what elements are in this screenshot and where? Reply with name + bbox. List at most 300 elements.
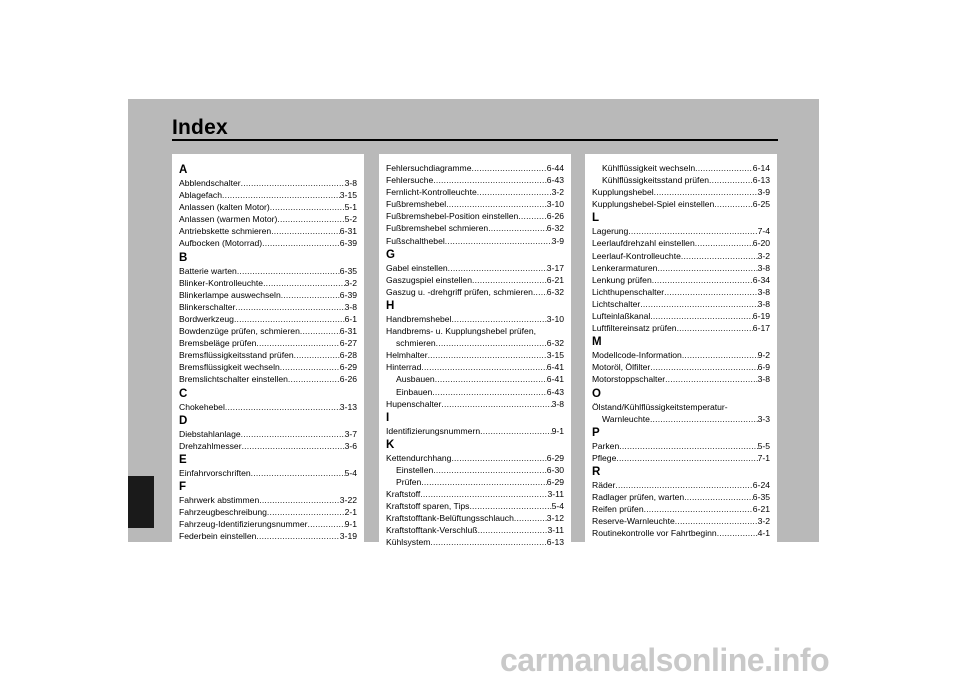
index-entry-page: 6-19	[752, 311, 770, 322]
index-entry	[179, 265, 357, 277]
index-entry-term: Hinterrad	[386, 362, 422, 373]
dot-leader	[472, 162, 547, 174]
index-entry-page: 6-26	[546, 211, 564, 222]
index-entry-page: 3-22	[339, 494, 357, 505]
index-entry-term: Bordwerkzeug	[179, 313, 234, 324]
index-entry	[179, 313, 357, 325]
index-entry-term: Bremsflüssigkeitsstand prüfen	[179, 350, 294, 361]
index-entry	[592, 262, 770, 274]
index-entry	[592, 174, 770, 186]
index-letter: G	[386, 248, 395, 261]
dot-leader	[446, 198, 547, 210]
index-entry	[386, 398, 564, 410]
index-entry	[179, 428, 357, 440]
index-entry	[386, 222, 564, 234]
index-entry	[386, 162, 564, 174]
index-entry	[592, 349, 770, 361]
index-letter: O	[592, 387, 601, 400]
index-entry	[179, 301, 357, 313]
index-entry-page: 6-35	[339, 265, 357, 276]
index-entry-page: 6-39	[339, 238, 357, 249]
dot-leader	[430, 536, 546, 548]
index-entry	[386, 512, 564, 524]
index-entry-term: Fußschalthebel	[386, 235, 445, 246]
dot-leader	[270, 201, 345, 213]
dot-leader	[682, 349, 758, 361]
index-entry-page: 3-8	[757, 374, 770, 385]
index-entry-term: Abblendschalter	[179, 178, 241, 188]
index-entry-page: 6-1	[344, 313, 357, 324]
watermark: carmanualsonline.info	[500, 642, 830, 678]
index-entry-text: Handbrems- u. Kupplungshebel prüfen,	[386, 326, 537, 337]
index-entry	[386, 452, 564, 464]
index-entry-term: Einstellen	[396, 464, 434, 475]
dot-leader	[432, 386, 546, 398]
index-entry-term: Fußbremshebel-Position einstellen	[386, 211, 519, 222]
index-entry-page: 3-8	[757, 262, 770, 273]
index-entry	[386, 186, 564, 198]
index-column-2	[379, 154, 571, 548]
index-entry-page: 5-5	[757, 440, 770, 451]
index-entry-term: Antriebskette schmieren	[179, 226, 272, 237]
index-entry-page: 3-10	[546, 313, 564, 324]
index-entry	[386, 313, 564, 325]
index-entry-term: Hupenschalter	[386, 398, 442, 409]
index-entry	[386, 524, 564, 536]
index-entry-page: 9-1	[344, 519, 357, 530]
dot-leader	[421, 361, 546, 373]
index-entry	[592, 310, 770, 322]
index-entry	[386, 235, 564, 247]
index-entry	[179, 201, 357, 213]
index-entry-term: Leerlaufdrehzahl einstellen	[592, 238, 695, 249]
index-letter: B	[179, 251, 188, 264]
dot-leader	[281, 289, 340, 301]
index-entry	[386, 373, 564, 385]
index-entry	[386, 262, 564, 274]
dot-leader	[294, 349, 340, 361]
index-entry-term: Bowdenzüge prüfen, schmieren	[179, 326, 300, 337]
index-entry-page: 3-6	[344, 440, 357, 451]
dot-leader	[469, 500, 551, 512]
index-entry-term: Federbein einstellen	[179, 531, 257, 542]
index-letter: C	[179, 387, 188, 400]
dot-leader	[677, 322, 753, 334]
dot-leader	[280, 361, 340, 373]
index-entry-term: Motoröl, Ölfilter	[592, 362, 651, 373]
index-entry-page: 6-39	[339, 289, 357, 300]
index-entry-term: Pflege	[592, 452, 617, 463]
index-entry-page: 3-15	[546, 350, 564, 361]
index-letter: F	[179, 480, 187, 493]
index-entry-term: Helmhalter	[386, 350, 428, 361]
index-entry-term: Kühlflüssigkeit wechseln	[602, 163, 696, 173]
index-entry	[179, 349, 357, 361]
index-entry	[179, 467, 357, 479]
dot-leader	[259, 494, 340, 506]
index-entry-page: 6-35	[752, 491, 770, 502]
index-entry	[592, 162, 770, 174]
index-entry	[179, 289, 357, 301]
index-entry-page: 6-29	[546, 476, 564, 487]
index-entry-term: Lagerung	[592, 226, 629, 237]
index-entry-term: Fußbremshebel schmieren	[386, 223, 489, 234]
dot-leader	[650, 361, 757, 373]
dot-leader	[650, 413, 758, 425]
index-entry-page: 6-43	[546, 386, 564, 397]
dot-leader	[241, 428, 345, 440]
index-entry-page: 9-2	[757, 350, 770, 361]
index-entry	[592, 373, 770, 385]
index-entry	[386, 476, 564, 488]
index-entry-term: Routinekontrolle vor Fahrtbeginn	[592, 528, 717, 539]
index-entry-term: Lichthupenschalter	[592, 286, 665, 297]
index-entry-term: Räder	[592, 479, 616, 490]
index-entry-page: 3-9	[551, 235, 564, 246]
index-entry-page: 6-44	[546, 163, 564, 173]
index-entry-term: Kupplungshebel-Spiel einstellen	[592, 199, 715, 210]
dot-leader	[441, 398, 551, 410]
dot-leader	[435, 373, 547, 385]
index-entry	[386, 500, 564, 512]
index-entry	[592, 440, 770, 452]
index-entry-page: 3-2	[757, 250, 770, 261]
index-entry	[386, 425, 564, 437]
dot-leader	[681, 250, 758, 262]
index-entry-page: 6-20	[752, 238, 770, 249]
index-entry-term: Kraftstoff sparen, Tips	[386, 501, 470, 512]
index-entry-page: 3-19	[339, 531, 357, 542]
index-entry-page: 9-1	[551, 425, 564, 436]
index-entry	[592, 413, 770, 425]
dot-leader	[448, 262, 547, 274]
index-entry	[386, 210, 564, 222]
dot-leader	[514, 512, 547, 524]
index-entry-page: 6-13	[752, 175, 770, 186]
index-entry	[592, 237, 770, 249]
index-entry	[592, 452, 770, 464]
index-entry	[592, 491, 770, 503]
index-entry	[386, 488, 564, 500]
dot-leader	[518, 210, 546, 222]
index-entry-page: 3-8	[344, 301, 357, 312]
index-entry-page: 3-11	[547, 489, 564, 500]
index-letter: P	[592, 426, 600, 439]
dot-leader	[428, 349, 547, 361]
index-entry	[386, 361, 564, 373]
index-entry-term: Batterie warten	[179, 265, 237, 276]
dot-leader	[654, 186, 758, 198]
dot-leader	[288, 373, 340, 385]
index-entry-page: 6-31	[339, 226, 357, 237]
dot-leader	[709, 174, 753, 186]
index-entry-term: Fahrzeugbeschreibung	[179, 506, 267, 517]
index-entry	[179, 237, 357, 249]
index-entry-term: Fehlersuchdiagramme	[386, 163, 472, 173]
dot-leader	[616, 452, 757, 464]
index-entry	[179, 177, 357, 189]
index-entry-term: Identifizierungsnummern	[386, 425, 481, 436]
index-entry-page: 5-4	[344, 467, 357, 478]
index-entry	[179, 189, 357, 201]
dot-leader	[300, 325, 340, 337]
index-entry-term: Ausbauen	[396, 374, 435, 385]
dot-leader	[714, 198, 752, 210]
index-entry-page: 3-2	[551, 187, 564, 198]
index-entry-term: Reserve-Warnleuchte	[592, 516, 675, 527]
index-entry-page: 3-8	[757, 298, 770, 309]
dot-leader	[242, 440, 345, 452]
dot-leader	[256, 337, 339, 349]
index-entry-term: Leerlauf-Kontrolleuchte	[592, 250, 681, 261]
index-entry	[592, 298, 770, 310]
index-entry-page: 6-31	[339, 326, 357, 337]
index-entry-page: 6-14	[752, 163, 770, 173]
index-entry-term: Chokehebel	[179, 401, 225, 412]
index-entry-page: 6-32	[546, 286, 564, 297]
dot-leader	[262, 237, 340, 249]
section-tab	[128, 476, 154, 528]
index-entry-page: 6-25	[752, 199, 770, 210]
index-entry	[592, 527, 770, 539]
index-entry-page: 3-2	[757, 516, 770, 527]
index-entry	[386, 286, 564, 298]
index-entry-term: Fahrzeug-Identifizierungsnummer	[179, 519, 308, 530]
dot-leader	[308, 518, 345, 530]
index-entry-page: 3-10	[546, 199, 564, 210]
index-entry-page: 6-26	[339, 374, 357, 385]
index-entry-page: 5-1	[344, 202, 357, 213]
dot-leader	[234, 313, 345, 325]
dot-leader	[684, 491, 753, 503]
index-entry	[179, 213, 357, 225]
index-entry-page: 3-3	[757, 413, 770, 424]
dot-leader	[420, 488, 547, 500]
index-entry-page: 6-17	[752, 323, 770, 334]
index-entry-term: Luftfiltereinsatz prüfen	[592, 323, 677, 334]
index-entry	[386, 349, 564, 361]
index-entry	[179, 518, 357, 530]
index-entry-term: Anlassen (kalten Motor)	[179, 202, 270, 213]
index-entry-term: Lichtschalter	[592, 298, 641, 309]
index-entry-page: 6-32	[546, 223, 564, 234]
dot-leader	[277, 213, 344, 225]
index-entry	[592, 361, 770, 373]
index-entry	[179, 401, 357, 413]
dot-leader	[225, 401, 340, 413]
index-entry	[386, 464, 564, 476]
dot-leader	[477, 186, 552, 198]
dot-leader	[533, 286, 547, 298]
dot-leader	[235, 301, 344, 313]
index-entry-page: 6-34	[752, 274, 770, 285]
index-entry	[179, 325, 357, 337]
index-letter: R	[592, 465, 601, 478]
index-entry-page: 6-43	[546, 175, 564, 186]
index-entry-term: Gaszugspiel einstellen	[386, 274, 472, 285]
dot-leader	[251, 467, 345, 479]
dot-leader	[488, 222, 547, 234]
index-entry-term: Blinkerschalter	[179, 301, 236, 312]
index-entry	[179, 530, 357, 542]
index-entry	[592, 198, 770, 210]
index-entry	[592, 515, 770, 527]
dot-leader	[433, 464, 547, 476]
index-entry-page: 3-8	[757, 286, 770, 297]
index-entry-term: Anlassen (warmen Motor)	[179, 214, 278, 225]
dot-leader	[695, 162, 753, 174]
index-entry-text: Ölstand/Kühlflüssigkeitstemperatur-	[592, 401, 728, 412]
dot-leader	[652, 274, 753, 286]
index-entry-page: 7-1	[757, 452, 770, 463]
dot-leader	[237, 265, 340, 277]
index-entry-page: 6-9	[757, 362, 770, 373]
dot-leader	[478, 524, 548, 536]
index-entry	[179, 277, 357, 289]
index-entry-page: 3-9	[757, 187, 770, 198]
index-entry-page: 6-24	[752, 479, 770, 490]
index-entry-term: Blinkerlampe auswechseln	[179, 289, 281, 300]
dot-leader	[256, 530, 339, 542]
dot-leader	[695, 237, 753, 249]
index-letter: L	[592, 212, 600, 225]
index-letter: A	[179, 164, 188, 176]
index-entry	[179, 225, 357, 237]
index-entry-term: Reifen prüfen	[592, 504, 644, 515]
index-entry-term: Kraftstoff	[386, 489, 421, 500]
index-letter: E	[179, 453, 187, 466]
title-rule	[172, 139, 778, 141]
index-entry	[592, 250, 770, 262]
index-entry	[386, 337, 564, 349]
index-entry-page: 6-30	[546, 464, 564, 475]
dot-leader	[451, 452, 546, 464]
index-entry-term: Fahrwerk abstimmen	[179, 494, 260, 505]
index-letter: M	[592, 336, 602, 349]
dot-leader	[615, 479, 752, 491]
dot-leader	[267, 506, 345, 518]
index-entry	[592, 286, 770, 298]
index-letter: D	[179, 414, 188, 427]
index-entry	[179, 440, 357, 452]
index-entry-term: Lenkerarmaturen	[592, 262, 658, 273]
index-entry-term: Diebstahlanlage	[179, 428, 241, 439]
dot-leader	[222, 189, 340, 201]
index-entry	[592, 503, 770, 515]
index-entry	[386, 386, 564, 398]
index-entry-term: Ablagefach	[179, 190, 223, 201]
index-entry-page: 3-7	[344, 428, 357, 439]
dot-leader	[271, 225, 340, 237]
dot-leader	[717, 527, 758, 539]
index-entry-term: Prüfen	[396, 476, 422, 487]
index-entry-term: Kupplungshebel	[592, 187, 654, 198]
index-entry-term: Motorstoppschalter	[592, 374, 666, 385]
page-title: Index	[172, 116, 228, 139]
index-entry-term: Kühlsystem	[386, 537, 431, 548]
index-entry-term: Kettendurchhang	[386, 452, 452, 463]
index-entry-page: 3-8	[551, 398, 564, 409]
index-entry-page: 5-2	[344, 214, 357, 225]
index-entry-page: 3-8	[344, 178, 357, 188]
index-entry-page: 3-2	[344, 277, 357, 288]
index-entry-page: 3-15	[339, 190, 357, 201]
index-entry-page: 5-4	[551, 501, 564, 512]
index-entry-term: Gaszug u. -drehgriff prüfen, schmieren	[386, 286, 533, 297]
index-entry-page: 6-29	[339, 362, 357, 373]
dot-leader	[640, 298, 757, 310]
index-entry	[179, 373, 357, 385]
index-entry-page: 3-12	[546, 513, 564, 524]
index-column-3	[585, 154, 777, 548]
index-entry	[179, 494, 357, 506]
index-entry-term: Aufbocken (Motorrad)	[179, 238, 263, 249]
dot-leader	[650, 310, 753, 322]
dot-leader	[421, 476, 546, 488]
index-entry	[592, 186, 770, 198]
index-entry	[179, 337, 357, 349]
index-entry	[592, 479, 770, 491]
index-entry-term: Fußbremshebel	[386, 199, 447, 210]
dot-leader	[657, 262, 757, 274]
index-entry	[592, 322, 770, 334]
index-entry-term: Lenkung prüfen	[592, 274, 652, 285]
index-letter: I	[386, 411, 390, 424]
index-entry	[179, 361, 357, 373]
index-entry-term: Fehlersuche	[386, 175, 434, 186]
index-entry-page: 4-1	[757, 528, 770, 539]
dot-leader	[451, 313, 546, 325]
index-entry-term: Kraftstofftank-Verschluß	[386, 525, 478, 536]
index-entry-term: Bremsflüssigkeit wechseln	[179, 362, 280, 373]
dot-leader	[644, 503, 753, 515]
dot-leader	[263, 277, 345, 289]
index-entry-page: 6-13	[546, 537, 564, 548]
index-entry-term: Fernlicht-Kontrolleuchte	[386, 187, 477, 198]
index-entry-term: Lufteinlaßkanal	[592, 311, 651, 322]
dot-leader	[675, 515, 758, 527]
index-entry-term: Handbremshebel	[386, 313, 452, 324]
index-entry-page: 3-13	[339, 401, 357, 412]
index-entry-page: 6-21	[546, 274, 564, 285]
index-entry-term: Parken	[592, 440, 620, 451]
index-entry-term: Bremslichtschalter einstellen	[179, 374, 288, 385]
index-entry-term: Modellcode-Information	[592, 350, 682, 361]
dot-leader	[433, 174, 547, 186]
dot-leader	[445, 235, 552, 247]
dot-leader	[480, 425, 551, 437]
index-entry	[386, 536, 564, 548]
dot-leader	[472, 274, 547, 286]
dot-leader	[436, 337, 547, 349]
index-entry-page: 3-11	[547, 525, 564, 536]
dot-leader	[241, 177, 345, 189]
index-letter: H	[386, 299, 395, 312]
index-entry	[179, 506, 357, 518]
index-entry-page: 6-28	[339, 350, 357, 361]
index-entry-term: Warnleuchte	[602, 413, 650, 424]
index-entry-term: Einbauen	[396, 386, 433, 397]
index-entry-page: 2-1	[344, 506, 357, 517]
index-entry	[386, 274, 564, 286]
index-entry-page: 6-32	[546, 338, 564, 349]
index-entry-term: Kraftstofftank-Belüftungsschlauch	[386, 513, 514, 524]
index-entry-page: 3-17	[546, 262, 564, 273]
index-entry-term: Radlager prüfen, warten	[592, 491, 685, 502]
index-entry	[386, 174, 564, 186]
index-entry	[386, 198, 564, 210]
dot-leader	[619, 440, 757, 452]
